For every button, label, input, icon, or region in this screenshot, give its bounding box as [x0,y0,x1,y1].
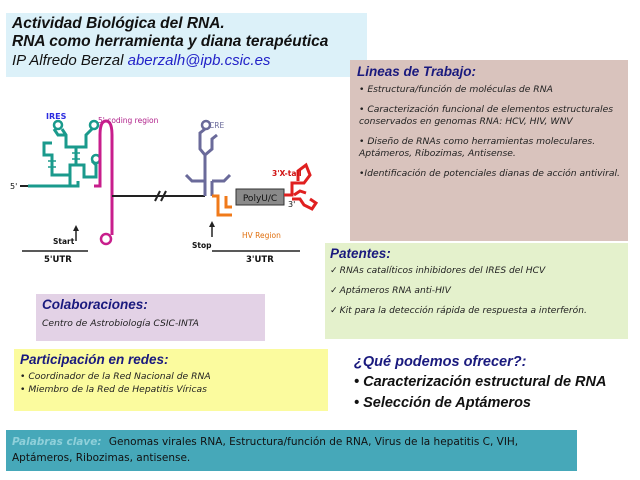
check-icon: ✓ [330,266,338,276]
patentes-heading: Patentes: [330,246,391,261]
start-label: Start [53,237,75,246]
colaboraciones-text: Centro de Astrobiología CSIC-INTA [42,318,199,329]
polyuc-label: PolyU/C [242,194,278,204]
keywords-box [6,430,577,471]
stop-label: Stop [192,241,212,250]
author-name: IP Alfredo Berzal [12,52,124,69]
utr5-label: 5'UTR [44,255,72,265]
patente-item [330,306,622,317]
author-email[interactable]: aberzalh@ipb.csic.es [127,52,271,69]
ofrecer-box [354,354,634,434]
redes-box [14,349,328,411]
keywords-text: Genomas virales RNA, Estructura/función de RNA, Virus de la hepatitis C, VIH, Aptámeros, Ribozimas, antisense. [12,436,519,464]
utr3-label: 3'UTR [246,255,274,265]
author-line [12,51,361,71]
redes-heading: Participación en redes: [20,352,169,367]
stop-arrow [209,221,215,237]
lineas-item: • Diseño de RNAs como herramientas moleculares. Aptámeros, Ribozimas, Antisense. [359,136,596,159]
redes-item: • Miembro de la Red de Hepatitis Víricas [20,384,207,395]
hv-region-stem [212,196,232,215]
title-box [6,13,367,77]
x-tail-label: 3'X-tail [272,169,302,178]
ofrecer-heading: ¿Qué podemos ofrecer?: [354,354,527,370]
check-icon: ✓ [330,306,338,316]
patente-item [330,286,622,297]
check-icon: ✓ [330,286,338,296]
hv-region-label: HV Region [242,231,281,240]
lineas-item: •Identificación de potenciales dianas de acción antiviral. [359,168,620,179]
keywords-label: Palabras clave: [12,436,102,448]
patente-text: RNAs catalíticos inhibidores del IRES del HCV [339,266,546,276]
cre-structure [186,121,230,196]
patente-item [330,266,622,277]
lineas-de-trabajo-box [350,60,628,241]
patente-text: Aptámeros RNA anti-HIV [339,286,451,296]
ires-label: IRES [46,112,67,121]
patente-text: Kit para la detección rápida de respuesta a interferón. [339,306,587,316]
patentes-box [325,243,628,339]
colaboraciones-box [36,294,265,341]
title-line-1: Actividad Biológica del RNA. [12,15,225,32]
lineas-heading: Lineas de Trabajo: [357,64,477,79]
rna-genome-diagram [0,95,340,275]
ires-structure [28,121,100,186]
coding-region-label: 5' coding region [98,116,159,125]
coding-region-loop [94,121,112,244]
cre-label: CRE [209,121,225,130]
redes-item: • Coordinador de la Red Nacional de RNA [20,371,211,382]
five-prime-label: 5' [10,182,18,191]
ofrecer-item: • Caracterización estructural de RNA [354,374,607,390]
lineas-item: • Caracterización funcional de elementos estructurales conservados en genomas RNA: HCV, HIV, WNV [359,104,614,127]
ofrecer-item: • Selección de Aptámeros [354,395,531,411]
title-line-2: RNA como herramienta y diana terapéutica [12,33,329,50]
polyuc-box [236,189,284,205]
colaboraciones-heading: Colaboraciones: [42,297,148,312]
three-prime-label: 3' [288,200,296,209]
lineas-item: • Estructura/función de moléculas de RNA [359,84,553,95]
